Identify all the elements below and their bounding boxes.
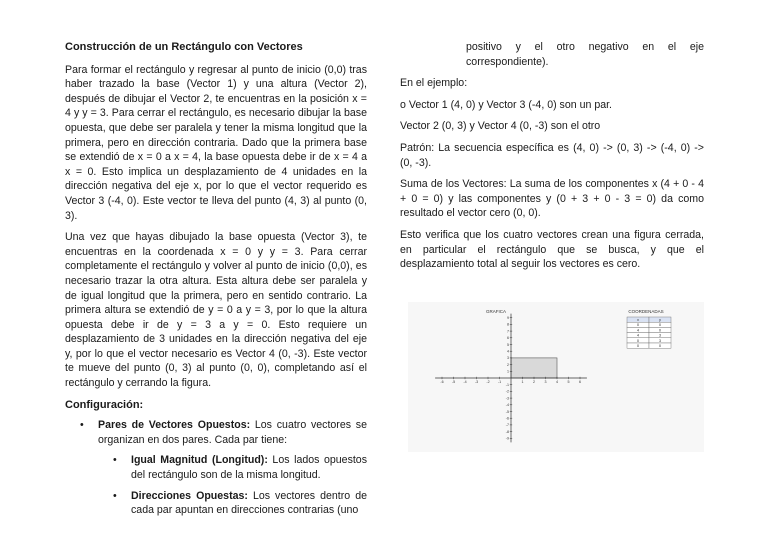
x-tick-label: -5 [451,380,456,384]
conclusion-text: Esto verifica que los cuatro vectores crean una figura cerrada, en particular el rectángulo que se busca, y que el desplazamiento total al seguir los vectores es cero. [400,228,704,271]
x-tick-label: -2 [486,380,490,384]
coordinates-table [627,317,671,348]
figure-image [408,302,704,452]
y-tick-label: 8 [507,322,509,327]
y-tick-label: -2 [505,389,509,394]
y-tick-label: -3 [505,396,509,401]
continuation-text: positivo y el otro negativo en el eje correspondiente). [466,41,704,68]
x-tick-label: 1 [521,380,524,384]
graph-svg [408,302,704,452]
y-tick-label: 7 [507,329,509,334]
graph-axes [435,314,587,443]
x-tick-label: 5 [567,380,570,384]
y-tick-label: -7 [505,423,509,428]
graph-title: GRAFICA [485,309,507,314]
example-heading: En el ejemplo: [400,77,468,90]
y-tick-label: 5 [507,342,509,347]
rectangle-shape [511,358,557,378]
table-cell-value: 0 [659,323,661,328]
bullet-text: Los lados opuestos del rectángulo son de la misma longitud. [131,454,367,482]
vector-pair-1: o Vector 1 (4, 0) y Vector 3 (-4, 0) son un par. [400,98,612,111]
table-cell-value: 4 [637,328,639,333]
y-tick-label: -9 [505,436,509,441]
table-header-label: x [637,318,639,322]
bullet-icon: • [80,419,84,432]
pattern-text: Patrón: La secuencia específica es (4, 0) -> (0, 3) -> (-4, 0) -> (0, -3). [400,141,704,169]
y-tick-label: -1 [505,383,509,387]
vector-pair-2: Vector 2 (0, 3) y Vector 4 (0, -3) son el otro [400,120,601,133]
table-cell-value: 3 [659,338,661,343]
table-cell-value: 0 [637,344,639,348]
x-tick-label: 6 [579,380,581,384]
x-tick-label: -3 [474,380,479,384]
config-list [65,418,367,518]
y-tick-label: 4 [507,349,509,354]
y-tick-label: 3 [507,356,509,361]
table-header-label: y [659,318,661,322]
bullet-label: Igual Magnitud (Longitud): [131,454,268,467]
y-tick-label: -5 [505,409,509,414]
table-cell-value: 4 [637,333,639,338]
y-tick-label: 1 [507,369,509,374]
left-column [65,40,367,524]
right-column [400,40,704,279]
x-tick-label: -4 [463,380,467,384]
y-tick-label: -8 [505,429,509,434]
table-cell-value: 3 [659,333,661,338]
x-tick-label: -1 [497,380,502,384]
list-item [113,453,367,482]
paragraph-1: Para formar el rectángulo y regresar al punto de inicio (0,0) tras haber trazado la base (Vector 1) y una altura (Vector 2), después de dibujar el Vector 2, te encuentras en la posición x = 4 y y = 3. Para cerrar el rectángulo, es necesario dibujar la base opuesta, que debe ser paralela y tener la misma longitud que la primera, pero en dirección contraria. Dado que la primera base se extendió de x = 0 a x = 4, la base opuesta debe ir de x = 4 a x = 0. Esto implica un desplazamiento de 4 unidades en la dirección negativa del eje x, por lo que el vector requerido es Vector 3 (-4, 0). Este vector te lleva del punto (4, 3) al punto (0, 3). [65,63,367,222]
y-tick-label: 6 [507,336,509,341]
y-tick-label: -4 [505,403,509,408]
x-tick-label: 2 [533,380,535,384]
bullet-icon: • [113,489,117,502]
table-cell-value: 0 [637,338,639,343]
x-tick-label: -6 [440,380,444,384]
config-heading: Configuración: [65,398,144,411]
table-cell-value: 0 [637,323,639,328]
document-title: Construcción de un Rectángulo con Vectores [65,41,303,53]
sum-text: Suma de los Vectores: La suma de los componentes x (4 + 0 - 4 + 0 = 0) y las componentes y (0 + 3 + 0 - 3 = 0) da como resultado el vector cero (0, 0). [400,178,704,220]
y-tick-label: -6 [505,416,509,421]
bullet-label: Direcciones Opuestas: [131,489,248,502]
x-tick-label: 4 [556,380,558,384]
paragraph-2: Una vez que hayas dibujado la base opuesta (Vector 3), te encuentras en la coordenada x = 0 y y = 3. Para cerrar completamente el rectángulo y volver al punto de inicio (0,0), es necesario trazar la otra altura. Esta altura debe ser paralela y de igual longitud que la primera, pero en sentido contrario. La primera altura se extendió de y = 0 a y = 3, por lo que la altura opuesta debe ir de y = 3 a y = 0. Esto requiere un desplazamiento de 3 unidades en la dirección negativa del eje y, por lo que el vector necesario es Vector 4 (0, -3). Este vector te mueve del punto (0, 3) al punto (0, 0), completando así el rectángulo y cerrando la figura. [65,231,367,390]
bullet-text: Los vectores dentro de cada par apuntan en direcciones contrarias (uno [131,489,367,517]
list-item [80,418,367,447]
y-tick-label: 9 [507,316,509,320]
table-title: COORDENADAS [628,309,664,314]
y-tick-label: 2 [507,362,509,367]
table-cell-value: 0 [659,328,661,333]
bullet-icon: • [113,454,117,467]
table-cell-value: 0 [659,344,661,348]
bullet-label: Pares de Vectores Opuestos: [98,419,251,432]
x-tick-label: 3 [544,380,547,384]
list-item [113,489,367,518]
bullet-text: Los cuatro vectores se organizan en dos pares. Cada par tiene: [98,419,367,446]
